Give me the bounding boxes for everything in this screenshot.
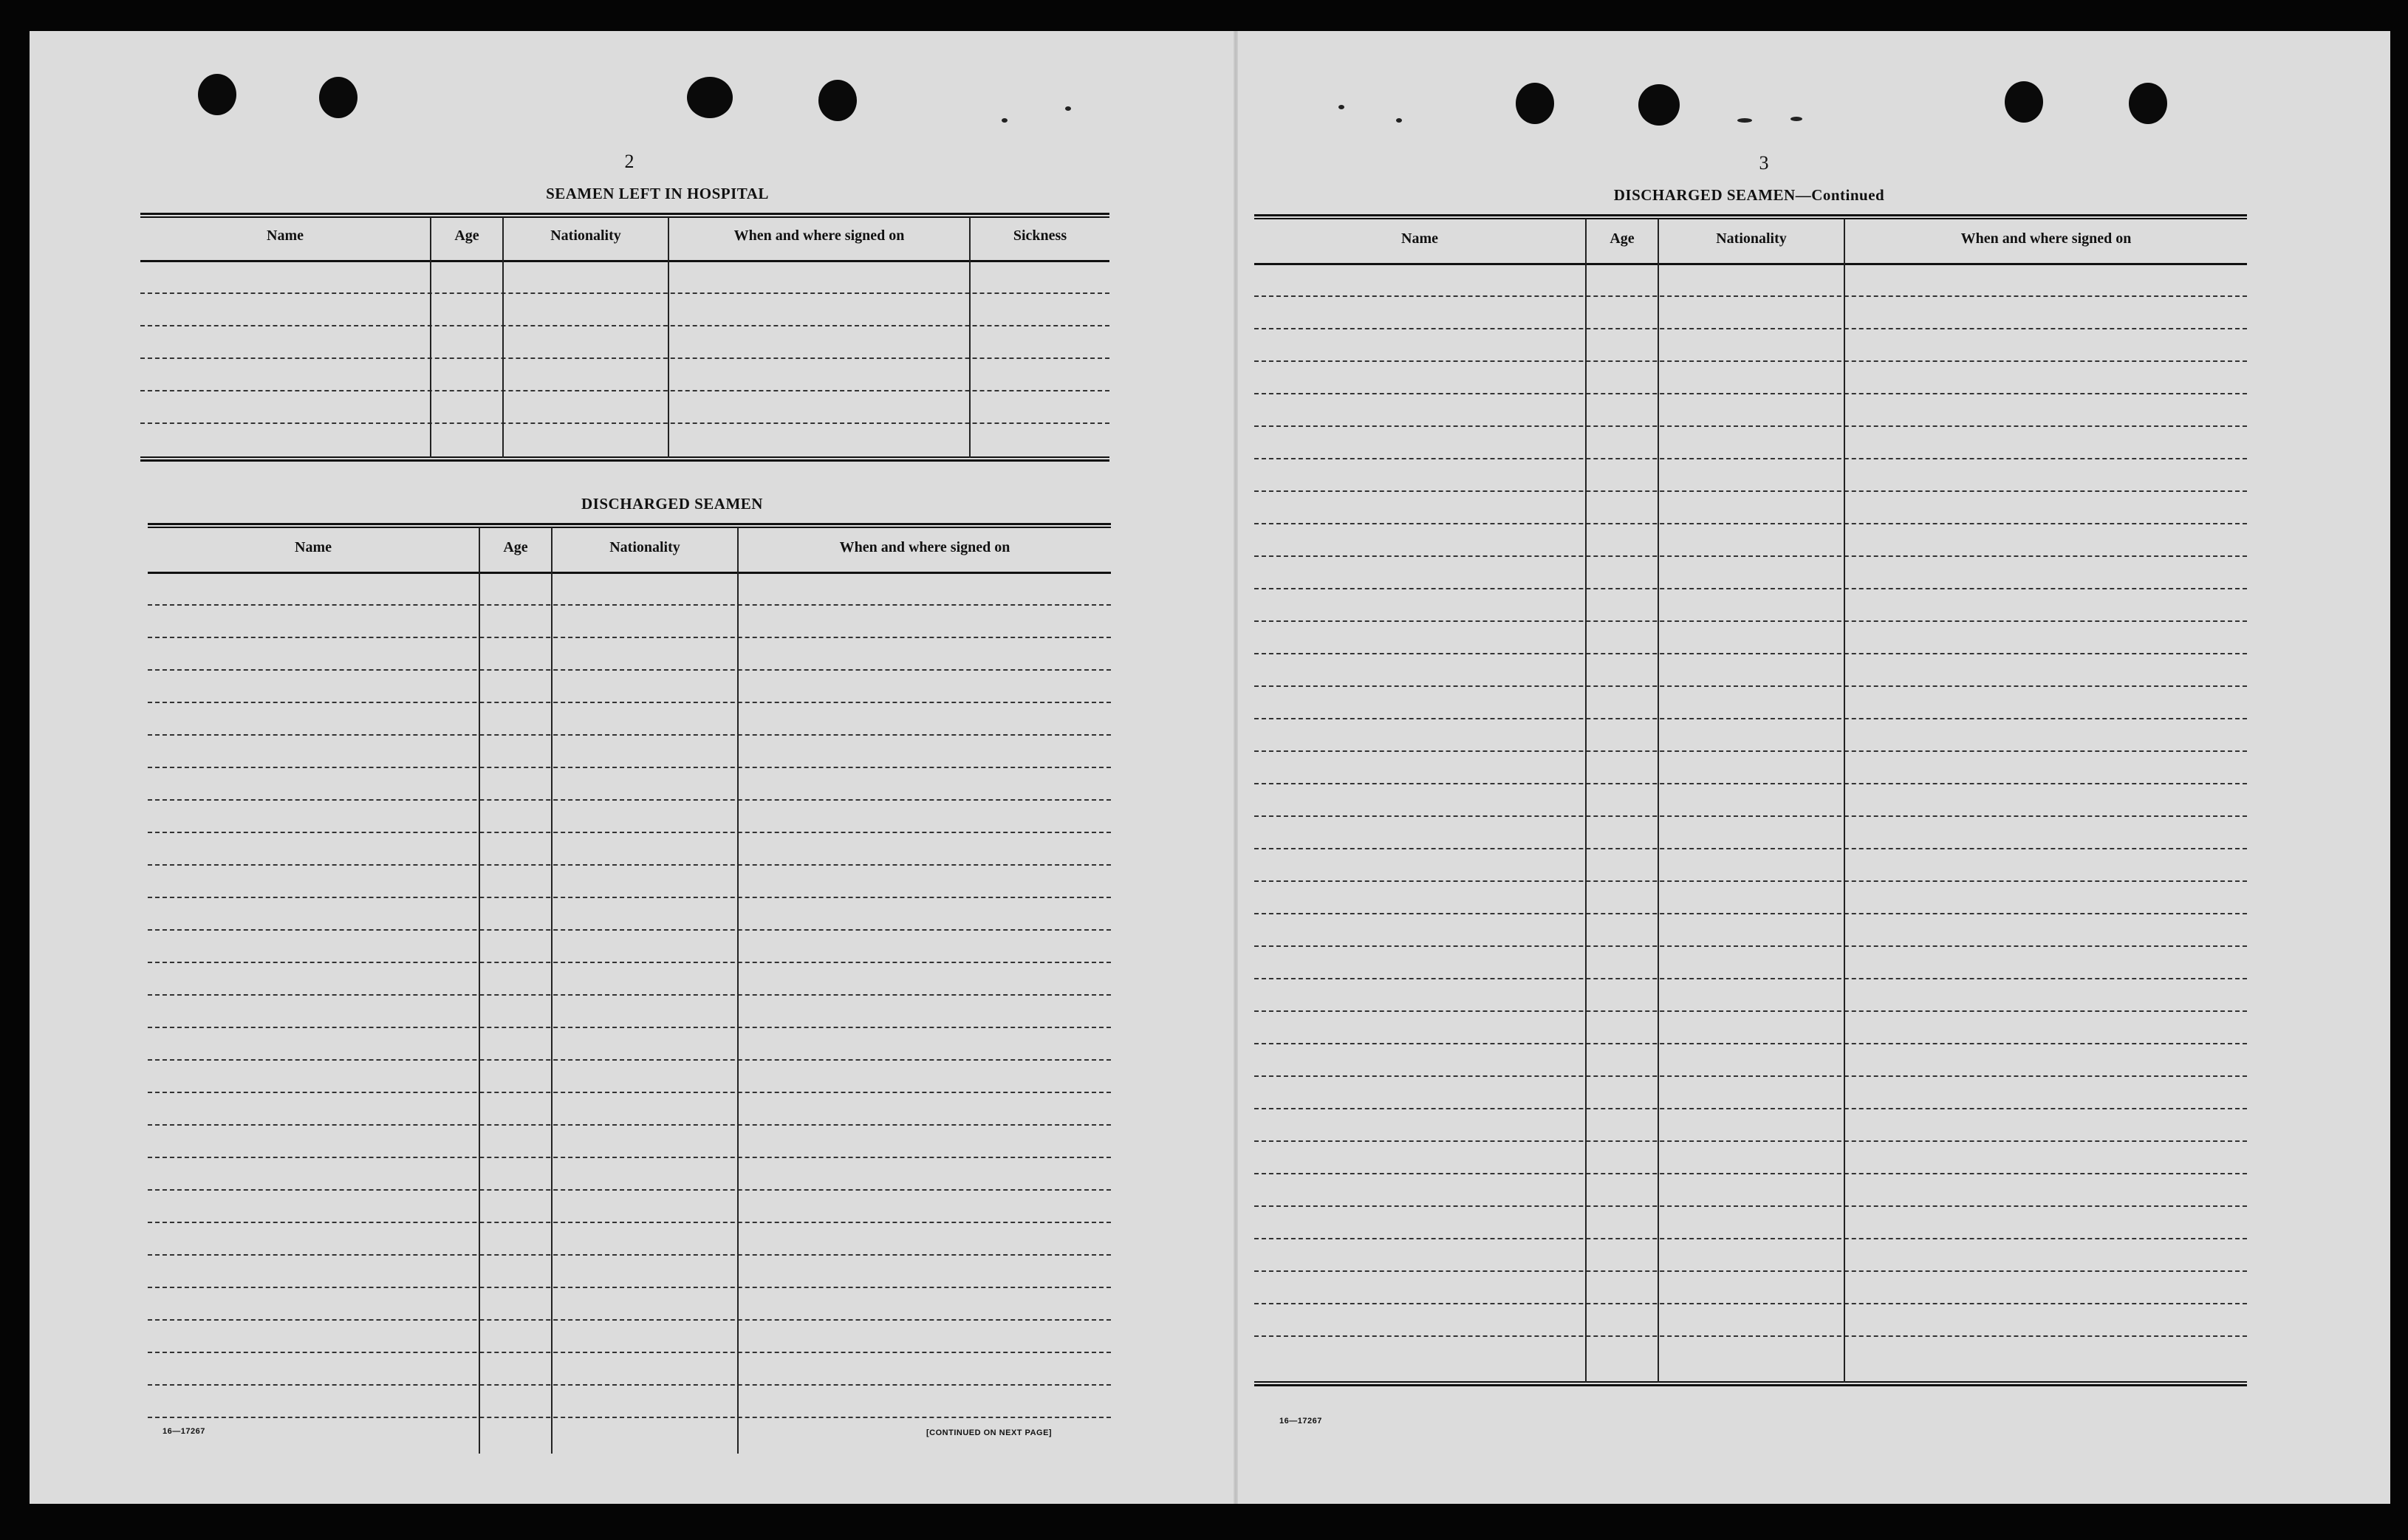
discharged-title-continued: —Continued (1795, 186, 1885, 204)
table-row (1254, 588, 2247, 589)
table-row (1254, 653, 2247, 654)
col-header-age: Age (1610, 230, 1635, 247)
table-row (148, 1384, 1111, 1386)
table-row (148, 1254, 1111, 1256)
table-row (1254, 1335, 2247, 1337)
col-header-name: Name (267, 227, 304, 244)
table-row (1254, 1238, 2247, 1239)
table-row (1254, 1075, 2247, 1077)
table-row (148, 1222, 1111, 1223)
discharged-section-title-right (1454, 186, 2045, 205)
table-row (148, 1124, 1111, 1126)
page-fold (1234, 31, 1238, 1504)
table-row (1254, 490, 2247, 492)
table-row (140, 292, 1109, 294)
table-row (148, 604, 1111, 606)
col-header-nationality: Nationality (609, 539, 680, 555)
table-row (1254, 1140, 2247, 1142)
table-row (1254, 360, 2247, 362)
col-header-name: Name (1401, 230, 1438, 247)
col-header-signed-on: When and where signed on (733, 227, 905, 244)
form-number-left: 16—17267 (163, 1427, 205, 1436)
ink-speck (1002, 118, 1008, 123)
hospital-section-title: SEAMEN LEFT IN HOSPITAL (546, 185, 769, 202)
table-row (148, 962, 1111, 963)
col-header-signed-on: When and where signed on (839, 539, 1010, 555)
table-row (1254, 913, 2247, 914)
table-row (148, 669, 1111, 671)
table-row (1254, 1043, 2247, 1044)
ink-speck (1396, 118, 1402, 123)
ink-speck (1338, 105, 1344, 109)
discharged-section-title-left: DISCHARGED SEAMEN (581, 495, 763, 513)
table-row (148, 702, 1111, 703)
table-row (1254, 620, 2247, 622)
table-row (148, 767, 1111, 768)
table-row (1254, 718, 2247, 719)
col-header-age: Age (503, 539, 528, 555)
table-row (140, 325, 1109, 326)
ink-speck (1790, 117, 1802, 121)
punch-hole (687, 77, 733, 118)
table-row (140, 390, 1109, 391)
page-number-right: 3 (1759, 152, 1769, 174)
punch-hole (2129, 83, 2167, 124)
table-row (1254, 880, 2247, 882)
punch-hole (2005, 81, 2043, 123)
table-row (1254, 1010, 2247, 1012)
discharged-table-right (1254, 214, 2247, 1400)
table-row (1254, 945, 2247, 947)
table-row (148, 1059, 1111, 1061)
table-row (148, 897, 1111, 898)
table-row (1254, 685, 2247, 687)
table-row (148, 1417, 1111, 1418)
table-row (148, 994, 1111, 996)
ink-speck (1065, 106, 1071, 111)
table-row (148, 734, 1111, 736)
table-row (1254, 783, 2247, 784)
table-row (1254, 328, 2247, 329)
table-row (148, 1319, 1111, 1321)
table-row (148, 929, 1111, 931)
discharged-title-main: DISCHARGED SEAMEN (1613, 186, 1796, 204)
col-header-sickness: Sickness (1013, 227, 1067, 244)
hospital-table (140, 213, 1109, 477)
col-header-age: Age (454, 227, 479, 244)
col-header-signed-on: When and where signed on (1960, 230, 2132, 247)
continued-note: [CONTINUED ON NEXT PAGE] (926, 1428, 1053, 1437)
table-row (148, 637, 1111, 638)
form-number-right: 16—17267 (1279, 1417, 1322, 1426)
punch-hole (198, 74, 236, 115)
punch-hole (1638, 84, 1680, 126)
table-row (1254, 1205, 2247, 1207)
discharged-table-left (148, 523, 1111, 1455)
table-row (148, 832, 1111, 833)
table-row (1254, 1173, 2247, 1174)
punch-hole (319, 77, 358, 118)
table-row (1254, 295, 2247, 297)
col-header-nationality: Nationality (550, 227, 621, 244)
punch-hole (818, 80, 857, 121)
table-row (140, 357, 1109, 359)
table-row (148, 1092, 1111, 1093)
table-row (148, 799, 1111, 801)
table-row (1254, 1108, 2247, 1109)
ink-speck (1737, 118, 1752, 123)
col-header-name: Name (295, 539, 332, 555)
table-row (148, 1027, 1111, 1028)
page-number-left: 2 (624, 151, 635, 172)
table-row (1254, 425, 2247, 427)
table-row (148, 1157, 1111, 1158)
table-row (1254, 815, 2247, 817)
table-row (1254, 523, 2247, 524)
table-row (1254, 750, 2247, 752)
table-row (1254, 1270, 2247, 1272)
table-row (1254, 1303, 2247, 1304)
punch-hole (1516, 83, 1554, 124)
table-row (1254, 848, 2247, 849)
table-row (1254, 458, 2247, 459)
table-row (148, 1352, 1111, 1353)
table-row (148, 1189, 1111, 1191)
table-row (1254, 555, 2247, 557)
table-row (1254, 393, 2247, 394)
document-sheet (30, 31, 2390, 1504)
table-row (148, 1287, 1111, 1288)
table-row (1254, 978, 2247, 979)
table-row (148, 864, 1111, 866)
table-row (140, 422, 1109, 424)
col-header-nationality: Nationality (1716, 230, 1787, 247)
